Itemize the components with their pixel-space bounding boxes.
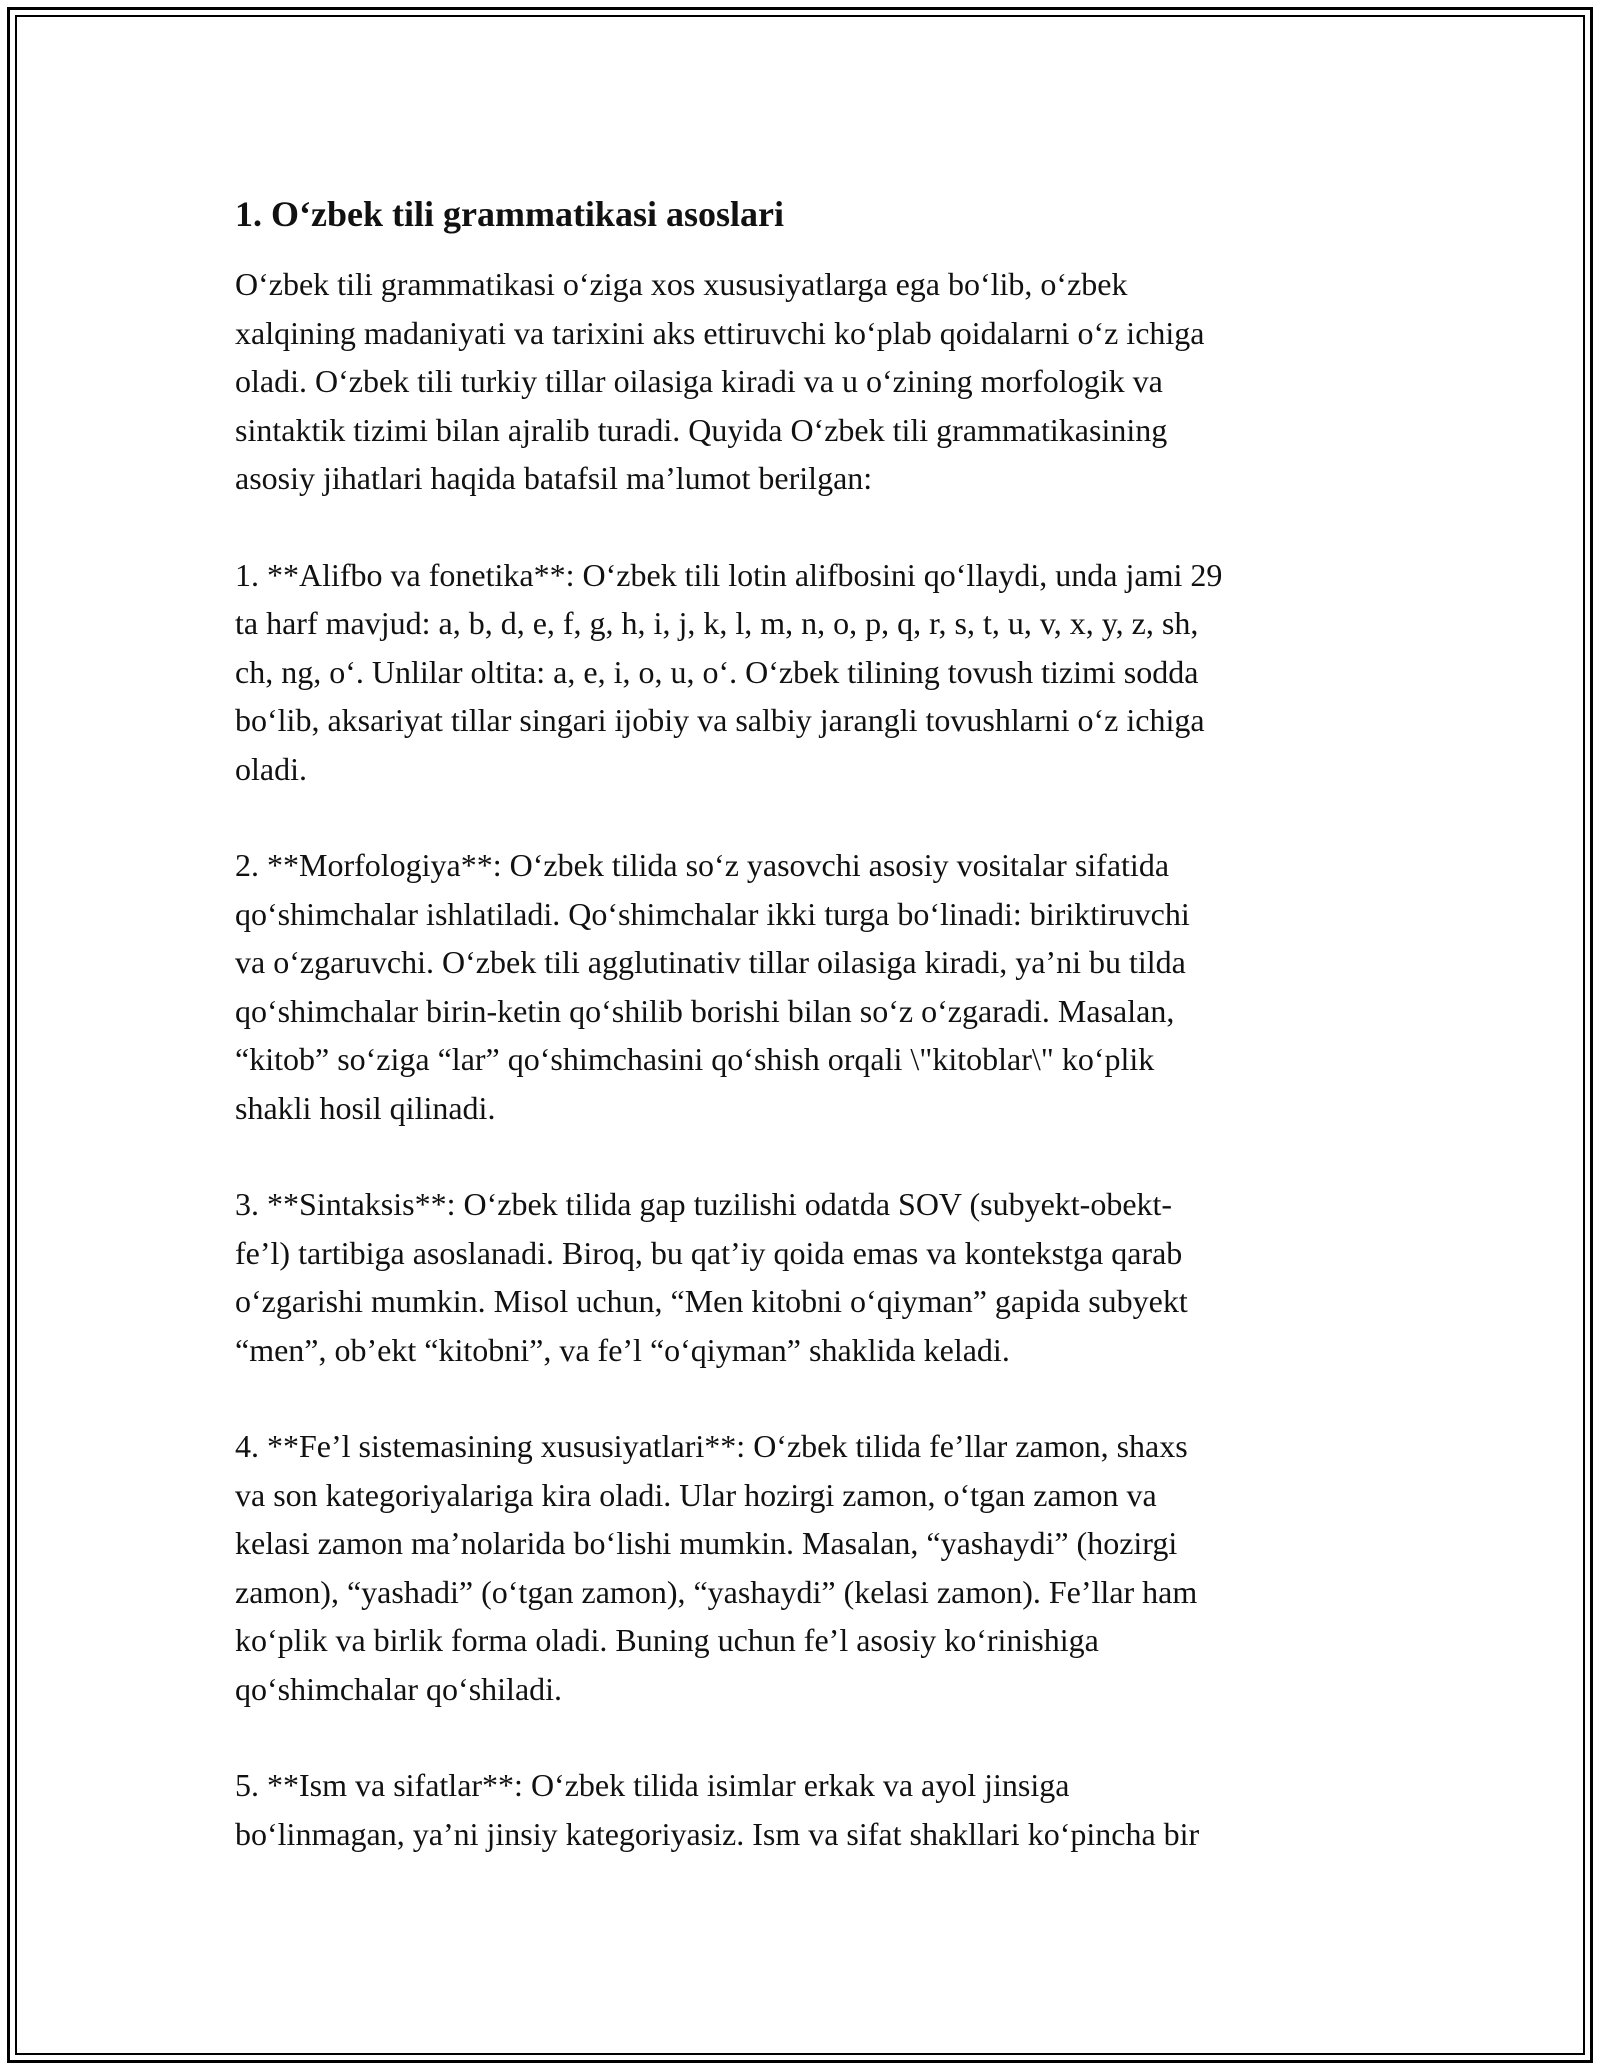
- section-heading: 1. O‘zbek tili grammatikasi asoslari: [235, 194, 784, 234]
- intro-paragraph: O‘zbek tili grammatikasi o‘ziga xos xususiyatlarga ega bo‘lib, o‘zbek xalqining madaniyati va tarixini aks ettiruvchi ko‘plab qoidalarni o‘z ichiga oladi. O‘zbek tili turkiy tillar oilasiga kiradi va u o‘zining morfologik va sintaktik tizimi bilan ajralib turadi. Quyida O‘zbek tili grammatikasining asosiy jihatlari haqida batafsil ma’lumot berilgan:: [235, 266, 1205, 496]
- syntax-paragraph: 3. **Sintaksis**: O‘zbek tilida gap tuzilishi odatda SOV (subyekt-obekt- fe’l) tartibiga asoslanadi. Biroq, bu qat’iy qoida emas va kontekstga qarab o‘zgarishi mumkin. Misol uchun, “Men kitobni o‘qiyman” gapida subyekt “men”, ob’ekt “kitobni”, va fe’l “o‘qiyman” shaklida keladi.: [235, 1186, 1188, 1368]
- verb-system-paragraph: 4. **Fe’l sistemasining xususiyatlari**: O‘zbek tilida fe’llar zamon, shaxs va son kategoriyalariga kira oladi. Ular hozirgi zamon, o‘tgan zamon va kelasi zamon ma’nolarida bo‘lishi mumkin. Masalan, “yashaydi” (hozirgi zamon), “yashadi” (o‘tgan zamon), “yashaydi” (kelasi zamon). Fe’llar ham ko‘plik va birlik forma oladi. Buning uchun fe’l asosiy ko‘rinishiga qo‘shimchalar qo‘shiladi.: [235, 1428, 1198, 1707]
- document-body: [235, 190, 1375, 1906]
- nouns-adjectives-paragraph: 5. **Ism va sifatlar**: O‘zbek tilida isimlar erkak va ayol jinsiga bo‘linmagan, ya’ni jinsiy kategoriyasiz. Ism va sifat shakllari ko‘pincha bir: [235, 1767, 1200, 1852]
- morphology-paragraph: 2. **Morfologiya**: O‘zbek tilida so‘z yasovchi asosiy vositalar sifatida qo‘shimchalar ishlatiladi. Qo‘shimchalar ikki turga bo‘linadi: biriktiruvchi va o‘zgaruvchi. O‘zbek tili agglutinativ tillar oilasiga kiradi, ya’ni bu tilda qo‘shimchalar birin-ketin qo‘shilib borishi bilan so‘z o‘zgaradi. Masalan, “kitob” so‘ziga “lar” qo‘shimchasini qo‘shish orqali \"kitoblar\" ko‘plik shakli hosil qilinadi.: [235, 847, 1190, 1126]
- alphabet-phonetics-paragraph: 1. **Alifbo va fonetika**: O‘zbek tili lotin alifbosini qo‘llaydi, unda jami 29 ta harf mavjud: a, b, d, e, f, g, h, i, j, k, l, m, n, o, p, q, r, s, t, u, v, x, y, z, sh, ch, ng, o‘. Unlilar oltita: a, e, i, o, u, o‘. O‘zbek tilining tovush tizimi sodda bo‘lib, aksariyat tillar singari ijobiy va salbiy jarangli tovushlarni o‘z ichiga oladi.: [235, 556, 1223, 787]
